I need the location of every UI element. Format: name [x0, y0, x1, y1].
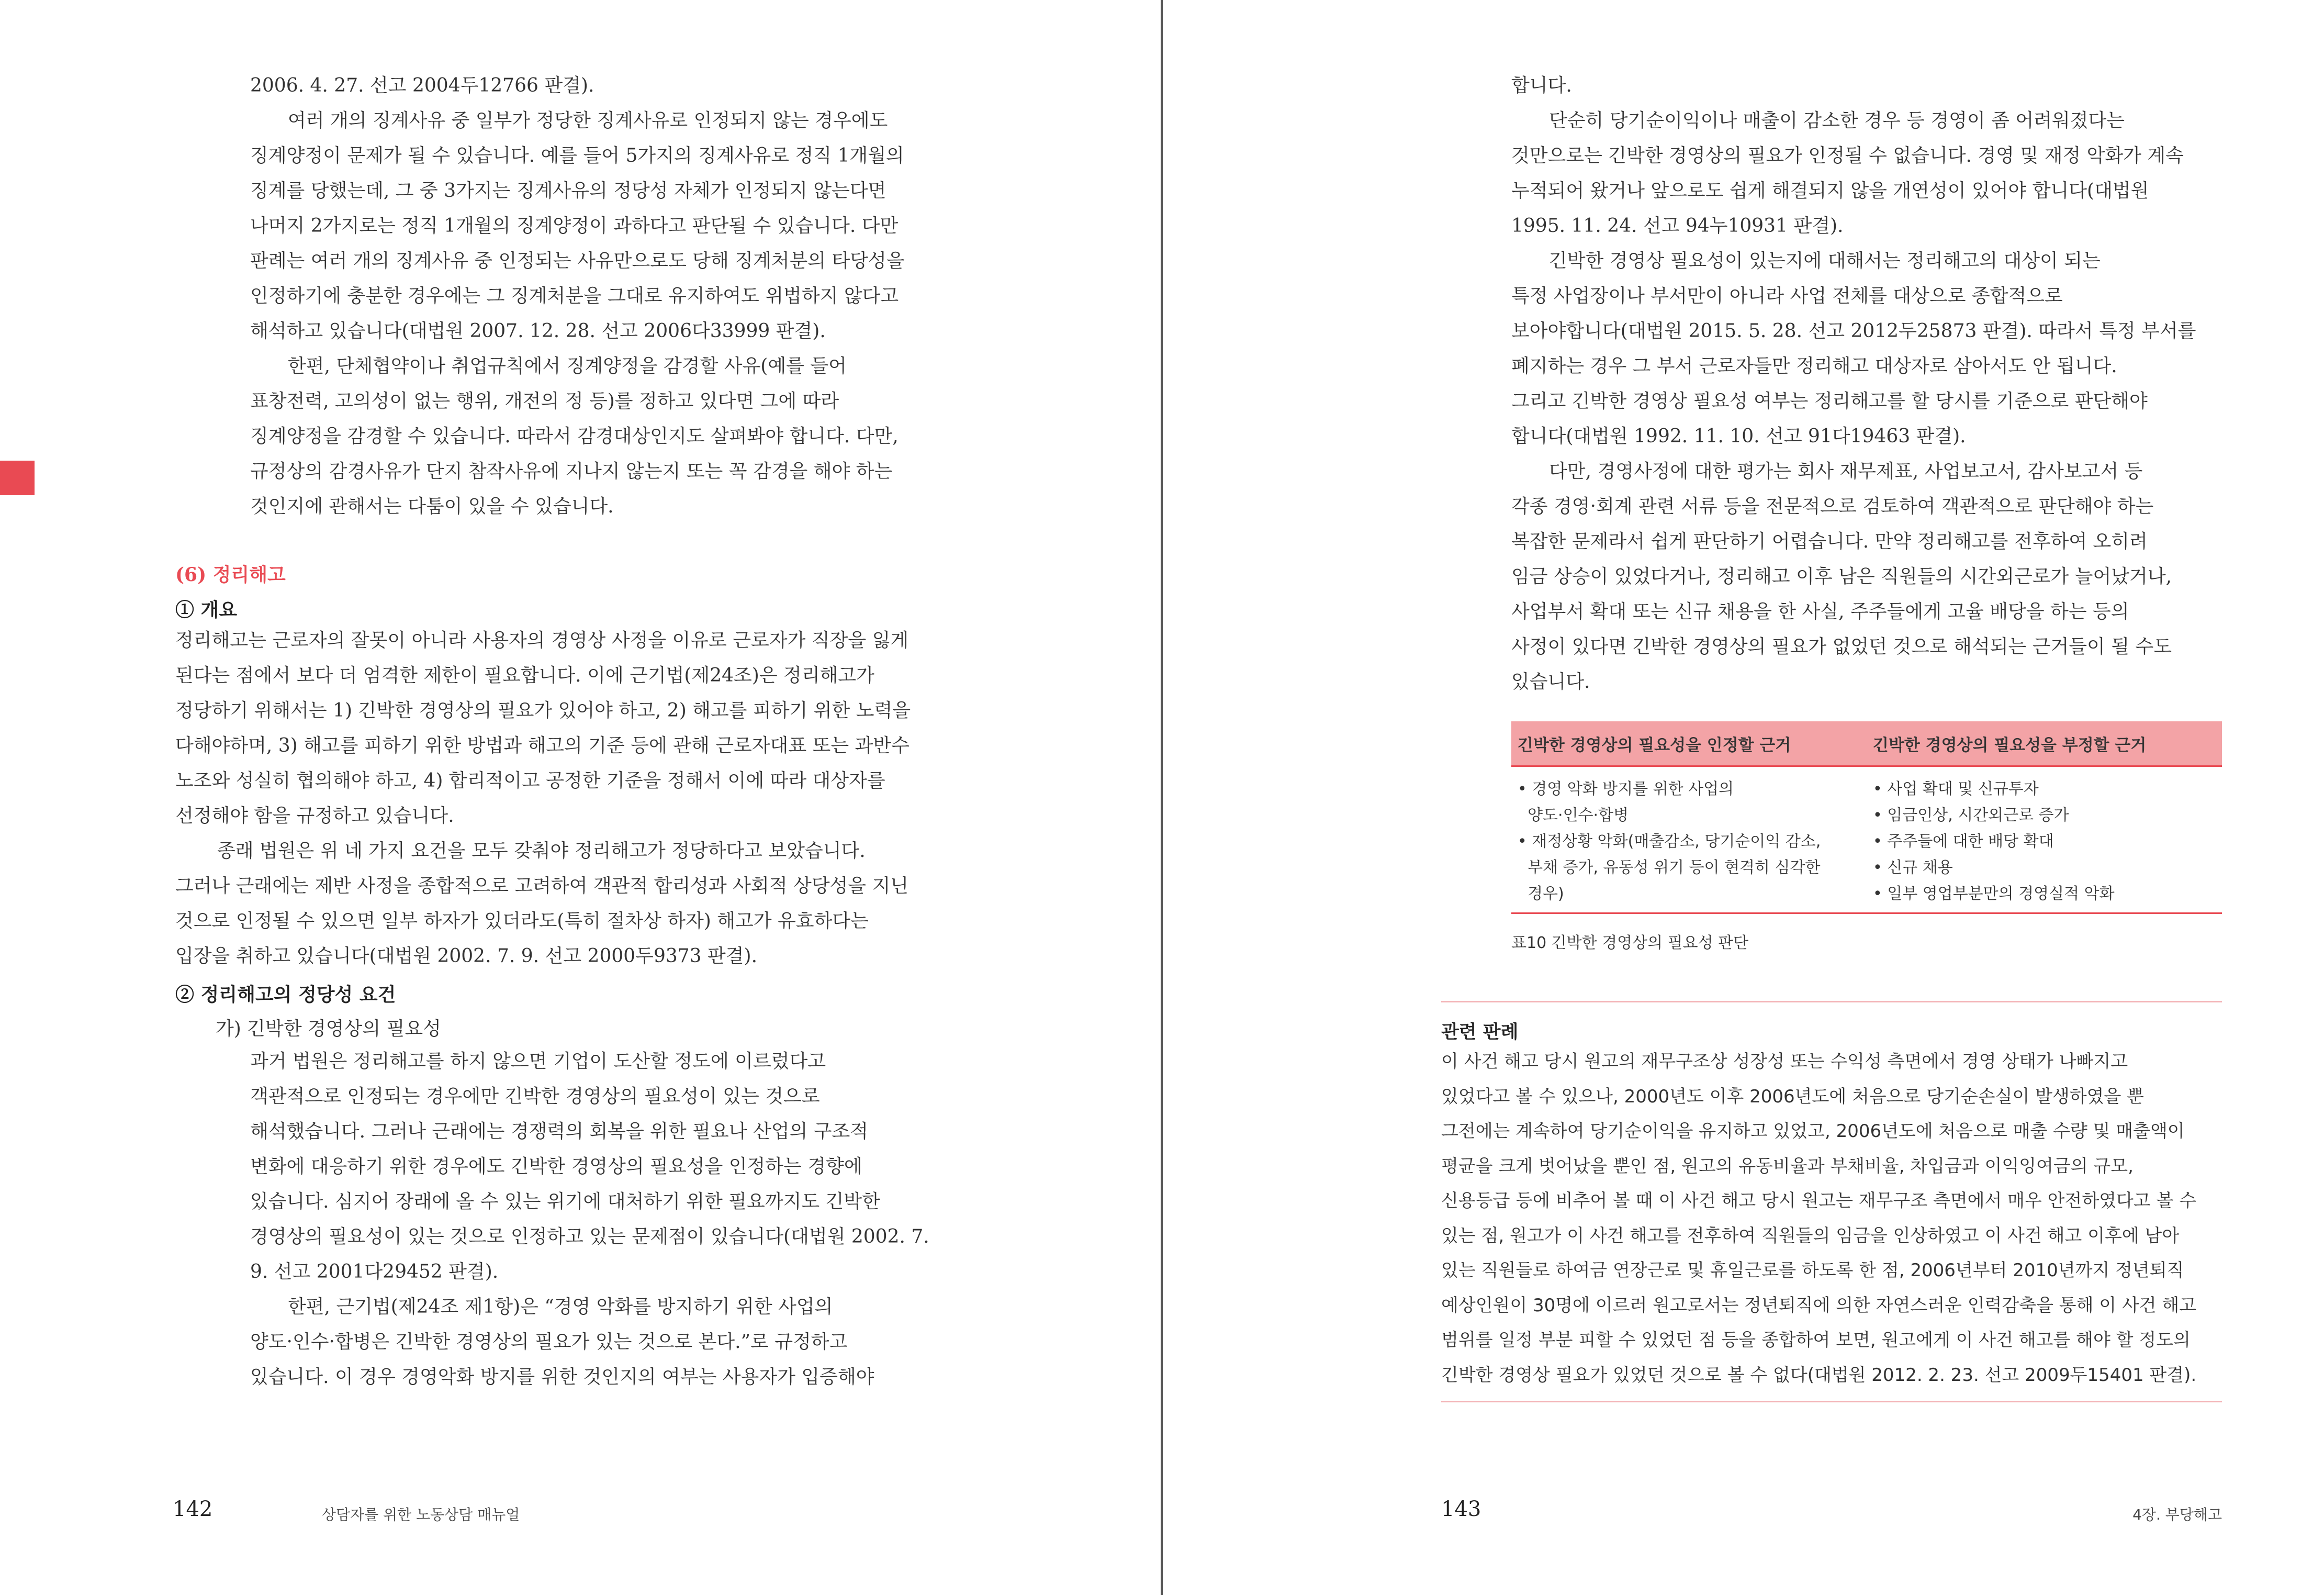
left-page	[0, 0, 1161, 1595]
paragraph-line: 사업부서 확대 또는 신규 채용을 한 사실, 주주들에게 고율 배당을 하는 등의	[1511, 601, 2129, 622]
paragraph-line: 긴박한 경영상 필요가 있었던 것으로 볼 수 없다(대법원 2012. 2. 23. 선고 2009두15401 판결).	[1441, 1364, 2197, 1386]
paragraph-line: 9. 선고 2001다29452 판결).	[250, 1261, 499, 1282]
paragraph-line: 있습니다.	[1511, 671, 1590, 693]
left-body-block-3	[250, 1044, 929, 1395]
paragraph-line: 한편, 단체협약이나 취업규칙에서 징계양정을 감경할 사유(예를 들어	[288, 355, 847, 377]
paragraph-line: 것만으로는 긴박한 경영상의 필요가 인정될 수 없습니다. 경영 및 재정 악화가 계속	[1511, 145, 2184, 166]
paragraph-line: 예상인원이 30명에 이르러 원고로서는 정년퇴직에 의한 자연스러운 인력감축을 통해 이 사건 해고	[1441, 1295, 2197, 1316]
paragraph-line: 특정 사업장이나 부서만이 아니라 사업 전체를 대상으로 종합적으로	[1511, 285, 2063, 307]
paragraph-line: 있었다고 볼 수 있으나, 2000년도 이후 2006년도에 처음으로 당기순손실이 발생하였을 뿐	[1441, 1086, 2144, 1107]
paragraph-line: 합니다(대법원 1992. 11. 10. 선고 91다19463 판결).	[1511, 426, 1966, 447]
chapter-tab-marker	[0, 461, 35, 495]
list-item: • 사업 확대 및 신규투자	[1873, 780, 2039, 798]
related-case-body	[1441, 1044, 2196, 1392]
list-item: 경우)	[1518, 885, 1564, 903]
paragraph-line: 선정해야 함을 규정하고 있습니다.	[175, 805, 454, 827]
table-cell-deny	[1867, 766, 2222, 913]
paragraph-line: 2006. 4. 27. 선고 2004두12766 판결).	[250, 75, 594, 96]
table-header-affirm: 긴박한 경영상의 필요성을 인정할 근거	[1511, 721, 1867, 766]
table-row	[1511, 766, 2222, 913]
paragraph-line: 1995. 11. 24. 선고 94누10931 판결).	[1511, 215, 1844, 237]
paragraph-line: 경영상의 필요성이 있는 것으로 인정하고 있는 문제점이 있습니다(대법원 2002. 7.	[250, 1226, 929, 1247]
paragraph-line: 범위를 일정 부분 피할 수 있었던 점 등을 종합하여 보면, 원고에게 이 사건 해고를 해야 할 정도의	[1441, 1330, 2191, 1351]
paragraph-line: 있습니다. 심지어 장래에 올 수 있는 위기에 대처하기 위한 필요까지도 긴박한	[250, 1191, 880, 1212]
paragraph-line: 다만, 경영사정에 대한 평가는 회사 재무제표, 사업보고서, 감사보고서 등	[1549, 461, 2143, 482]
paragraph-line: 신용등급 등에 비추어 볼 때 이 사건 해고 당시 원고는 재무구조 측면에서 매우 안전하였다고 볼 수	[1441, 1190, 2197, 1211]
list-item: • 신규 채용	[1873, 858, 1953, 877]
paragraph-line: 나머지 2가지로는 정직 1개월의 징계양정이 과하다고 판단될 수 있습니다. 다만	[250, 215, 899, 237]
paragraph-line: 해석하고 있습니다(대법원 2007. 12. 28. 선고 2006다33999 판결).	[250, 320, 826, 342]
list-item: • 재정상황 악화(매출감소, 당기순이익 감소,	[1518, 832, 1821, 851]
paragraph-line: 양도·인수·합병은 긴박한 경영상의 필요가 있는 것으로 본다.”로 규정하고	[250, 1331, 848, 1353]
table-cell-affirm	[1511, 766, 1867, 913]
paragraph-line: 것으로 인정될 수 있으면 일부 하자가 있더라도(특히 절차상 하자) 해고가 유효하다는	[175, 910, 869, 932]
right-body-block-1	[1511, 68, 2196, 699]
criteria-table	[1511, 721, 2222, 914]
paragraph-line: 있습니다. 이 경우 경영악화 방지를 위한 것인지의 여부는 사용자가 입증해야	[250, 1366, 874, 1388]
paragraph-line: 입장을 취하고 있습니다(대법원 2002. 7. 9. 선고 2000두9373 판결).	[175, 945, 758, 967]
paragraph-line: 그러나 근래에는 제반 사정을 종합적으로 고려하여 객관적 합리성과 사회적 상당성을 지닌	[175, 875, 909, 897]
paragraph-line: 징계양정이 문제가 될 수 있습니다. 예를 들어 5가지의 징계사유로 정직 1개월의	[250, 145, 904, 166]
paragraph-line: 노조와 성실히 협의해야 하고, 4) 합리적이고 공정한 기준을 정해서 이에 따라 대상자를	[175, 770, 885, 791]
list-item: 부채 증가, 유동성 위기 등이 현격히 심각한	[1518, 858, 1821, 877]
paragraph-line: 해석했습니다. 그러나 근래에는 경쟁력의 회복을 위한 필요나 산업의 구조적	[250, 1121, 869, 1142]
list-item: • 경영 악화 방지를 위한 사업의	[1518, 780, 1734, 798]
paragraph-line: 있는 점, 원고가 이 사건 해고를 전후하여 직원들의 임금을 인상하였고 이 사건 해고 이후에 남아	[1441, 1225, 2180, 1246]
page-number: 143	[1441, 1497, 1481, 1521]
paragraph-line: 것인지에 관해서는 다툼이 있을 수 있습니다.	[250, 496, 614, 517]
running-title: 상담자를 위한 노동상담 매뉴얼	[322, 1506, 520, 1523]
paragraph-line: 표창전력, 고의성이 없는 행위, 개전의 정 등)를 정하고 있다면 그에 따라	[250, 391, 839, 412]
subsection-item-title: 가) 긴박한 경영상의 필요성	[216, 1018, 441, 1040]
paragraph-line: 사정이 있다면 긴박한 경영상의 필요가 없었던 것으로 해석되는 근거들이 될 수도	[1511, 636, 2172, 657]
subsection-title-overview: ① 개요	[175, 599, 238, 621]
paragraph-line: 있는 직원들로 하여금 연장근로 및 휴일근로를 하도록 한 점, 2006년부터 2010년까지 정년퇴직	[1441, 1260, 2184, 1281]
section-title: (6) 정리해고	[175, 564, 286, 586]
paragraph-line: 한편, 근기법(제24조 제1항)은 “경영 악화를 방지하기 위한 사업의	[288, 1296, 833, 1318]
paragraph-line: 이 사건 해고 당시 원고의 재무구조상 성장성 또는 수익성 측면에서 경영 상태가 나빠지고	[1441, 1051, 2128, 1072]
left-body-block-1	[250, 68, 905, 524]
related-case-title: 관련 판례	[1441, 1022, 1519, 1043]
paragraph-line: 된다는 점에서 보다 더 엄격한 제한이 필요합니다. 이에 근기법(제24조)은 정리해고가	[175, 665, 874, 686]
paragraph-line: 징계양정을 감경할 수 있습니다. 따라서 감경대상인지도 살펴봐야 합니다. 다만,	[250, 426, 899, 447]
paragraph-line: 객관적으로 인정되는 경우에만 긴박한 경영상의 필요성이 있는 것으로	[250, 1086, 820, 1107]
paragraph-line: 보아야합니다(대법원 2015. 5. 28. 선고 2012두25873 판결). 따라서 특정 부서를	[1511, 320, 2196, 342]
right-page	[1163, 0, 2324, 1595]
paragraph-line: 인정하기에 충분한 경우에는 그 징계처분을 그대로 유지하여도 위법하지 않다고	[250, 285, 899, 307]
paragraph-line: 정리해고는 근로자의 잘못이 아니라 사용자의 경영상 사정을 이유로 근로자가 직장을 잃게	[175, 630, 909, 651]
paragraph-line: 평균을 크게 벗어났을 뿐인 점, 원고의 유동비율과 부채비율, 차입금과 이익잉여금의 규모,	[1441, 1155, 2134, 1177]
paragraph-line: 과거 법원은 정리해고를 하지 않으면 기업이 도산할 정도에 이르렀다고	[250, 1051, 826, 1072]
paragraph-line: 복잡한 문제라서 쉽게 판단하기 어렵습니다. 만약 정리해고를 전후하여 오히려	[1511, 531, 2148, 552]
paragraph-line: 그전에는 계속하여 당기순이익을 유지하고 있었고, 2006년도에 처음으로 매출 수량 및 매출액이	[1441, 1121, 2185, 1142]
paragraph-line: 규정상의 감경사유가 단지 참작사유에 지나지 않는지 또는 꼭 감경을 해야 하는	[250, 461, 893, 482]
paragraph-line: 종래 법원은 위 네 가지 요건을 모두 갖춰야 정리해고가 정당하다고 보았습니다.	[217, 840, 866, 862]
list-item: • 주주들에 대한 배당 확대	[1873, 832, 2054, 851]
table-header-row	[1511, 721, 2222, 766]
list-item: • 임금인상, 시간외근로 증가	[1873, 806, 2069, 824]
table-caption: 표10 긴박한 경영상의 필요성 판단	[1511, 934, 1749, 952]
paragraph-line: 임금 상승이 있었다거나, 정리해고 이후 남은 직원들의 시간외근로가 늘어났거나,	[1511, 566, 2172, 587]
paragraph-line: 판례는 여러 개의 징계사유 중 인정되는 사유만으로도 당해 징계처분의 타당성을	[250, 250, 905, 272]
paragraph-line: 단순히 당기순이익이나 매출이 감소한 경우 등 경영이 좀 어려워졌다는	[1549, 110, 2125, 131]
paragraph-line: 그리고 긴박한 경영상 필요성 여부는 정리해고를 할 당시를 기준으로 판단해야	[1511, 391, 2148, 412]
table-header-deny: 긴박한 경영상의 필요성을 부정할 근거	[1867, 721, 2222, 766]
related-case-top-rule	[1441, 1001, 2222, 1002]
paragraph-line: 정당하기 위해서는 1) 긴박한 경영상의 필요가 있어야 하고, 2) 해고를 피하기 위한 노력을	[175, 700, 911, 721]
paragraph-line: 합니다.	[1511, 75, 1572, 96]
paragraph-line: 폐지하는 경우 그 부서 근로자들만 정리해고 대상자로 삼아서도 안 됩니다.	[1511, 355, 2117, 377]
paragraph-line: 여러 개의 징계사유 중 일부가 정당한 징계사유로 인정되지 않는 경우에도	[288, 110, 888, 131]
paragraph-line: 다해야하며, 3) 해고를 피하기 위한 방법과 해고의 기준 등에 관해 근로자대표 또는 과반수	[175, 735, 910, 756]
left-body-block-2	[175, 623, 911, 974]
paragraph-line: 변화에 대응하기 위한 경우에도 긴박한 경영상의 필요성을 인정하는 경향에	[250, 1156, 862, 1177]
page-number: 142	[173, 1497, 213, 1521]
list-item: 양도·인수·합병	[1518, 806, 1629, 824]
paragraph-line: 누적되어 왔거나 앞으로도 쉽게 해결되지 않을 개연성이 있어야 합니다(대법원	[1511, 180, 2149, 202]
list-item: • 일부 영업부분만의 경영실적 악화	[1873, 885, 2115, 903]
running-title: 4장. 부당해고	[2132, 1506, 2222, 1523]
subsection-title-requirements: ② 정리해고의 정당성 요건	[175, 984, 396, 1006]
related-case-bottom-rule	[1441, 1401, 2222, 1402]
paragraph-line: 징계를 당했는데, 그 중 3가지는 징계사유의 정당성 자체가 인정되지 않는다면	[250, 180, 886, 202]
paragraph-line: 각종 경영·회계 관련 서류 등을 전문적으로 검토하여 객관적으로 판단해야 하는	[1511, 496, 2154, 517]
paragraph-line: 긴박한 경영상 필요성이 있는지에 대해서는 정리해고의 대상이 되는	[1549, 250, 2101, 272]
